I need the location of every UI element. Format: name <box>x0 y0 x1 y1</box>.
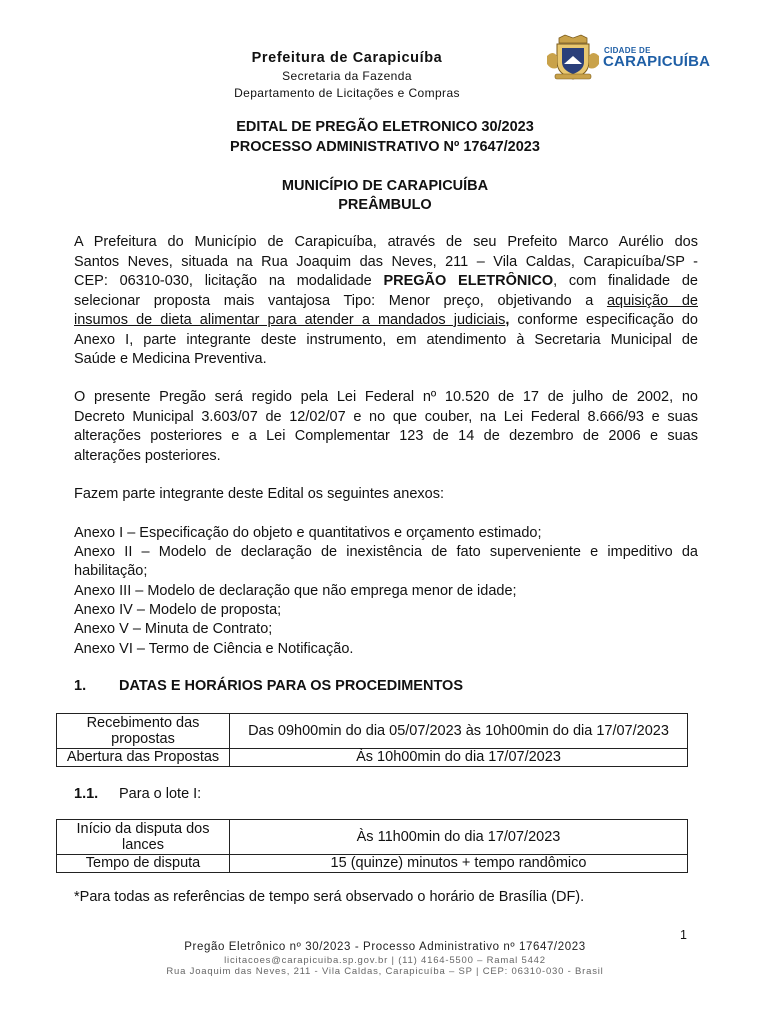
modality-name: PREGÃO ELETRÔNICO <box>383 273 554 289</box>
object-underlined: aquisição de <box>606 292 698 309</box>
table-cell-label: Abertura das Propostas <box>57 749 230 767</box>
table-cell-value: Das 09h00min do dia 05/07/2023 às 10h00min do dia 17/07/2023 <box>230 714 688 749</box>
table-row <box>57 820 688 855</box>
table-cell-label: Recebimento das propostas <box>57 714 230 749</box>
preamble-line: A Prefeitura do Município de Carapicuíba, através de seu Prefeito Marco Aurélio dos <box>74 234 698 250</box>
table-cell-value: 15 (quinze) minutos + tempo randômico <box>230 855 688 873</box>
table-row <box>57 714 688 749</box>
preamble-line: selecionar proposta mais vantajosa Tipo: Menor preço, objetivando a aquisição de <box>74 292 698 309</box>
preamble-heading: PREÂMBULO <box>338 197 432 213</box>
annexes-intro: Fazem parte integrante deste Edital os seguintes anexos: <box>74 486 444 502</box>
preamble-line: Anexo I, parte integrante deste instrumento, em atendimento à Secretaria Municipal de <box>74 331 698 348</box>
preamble-line: Saúde e Medicina Preventiva. <box>74 351 267 367</box>
city-logo <box>545 34 711 82</box>
page-number: 1 <box>680 928 687 942</box>
table-cell-value: Às 11h00min do dia 17/07/2023 <box>230 820 688 855</box>
preamble-line: Santos Neves, situada na Rua Joaquim das Neves, 211 – Vila Caldas, Carapicuíba/SP - <box>74 253 698 270</box>
table-cell-label: Tempo de disputa <box>57 855 230 873</box>
annex-item: Anexo II – Modelo de declaração de inexistência de fato superveniente e impeditivo da <box>74 544 698 560</box>
process-title: PROCESSO ADMINISTRATIVO Nº 17647/2023 <box>230 139 540 155</box>
municipality-title: MUNICÍPIO DE CARAPICUÍBA <box>281 178 489 194</box>
section-1-title: DATAS E HORÁRIOS PARA OS PROCEDIMENTOS <box>119 678 463 694</box>
table-cell-value: Às 10h00min do dia 17/07/2023 <box>230 749 688 767</box>
annex-item-continuation: habilitação; <box>74 563 148 579</box>
edital-title: EDITAL DE PREGÃO ELETRONICO 30/2023 <box>236 119 534 135</box>
table-cell-label: Início da disputa dos lances <box>57 820 230 855</box>
footer-contact: licitacoes@carapicuiba.sp.gov.br | (11) 4164-5500 – Ramal 5442 <box>224 955 546 966</box>
law-paragraph <box>74 388 698 466</box>
logo-text-line-2: CARAPICUÍBA <box>603 53 711 70</box>
annex-item: Anexo III – Modelo de declaração que não emprega menor de idade; <box>74 583 517 599</box>
annex-item: Anexo V – Minuta de Contrato; <box>74 621 273 637</box>
org-name: Prefeitura de Carapicuíba <box>251 50 443 66</box>
law-line: alterações posteriores. <box>74 447 221 464</box>
annex-item: Anexo IV – Modelo de proposta; <box>74 602 282 618</box>
time-reference-note: *Para todas as referências de tempo será observado o horário de Brasília (DF). <box>74 889 585 905</box>
preamble-paragraph <box>74 233 698 370</box>
law-line: alterações posteriores e a Lei Complementar 123 de 14 de dezembro de 2006 e suas <box>74 428 698 444</box>
section-1-1-number: 1.1. <box>74 786 99 802</box>
dispute-table <box>56 819 688 873</box>
table-row <box>57 749 688 767</box>
preamble-line: CEP: 06310-030, licitação na modalidade PREGÃO ELETRÔNICO, com finalidade de <box>74 273 698 289</box>
logo-text-line-1: CIDADE DE <box>604 46 651 55</box>
department-line-1: Secretaria da Fazenda <box>282 69 412 83</box>
annex-item: Anexo VI – Termo de Ciência e Notificação. <box>74 641 354 657</box>
annex-item: Anexo I – Especificação do objeto e quantitativos e orçamento estimado; <box>74 525 542 541</box>
schedule-table <box>56 713 688 767</box>
section-1-number: 1. <box>74 678 87 694</box>
footer-line-1: Pregão Eletrônico nº 30/2023 - Processo Administrativo nº 17647/2023 <box>184 941 586 953</box>
preamble-line: insumos de dieta alimentar para atender a mandados judiciais, conforme especificação do <box>74 312 698 328</box>
department-line-2: Departamento de Licitações e Compras <box>234 86 460 100</box>
table-row <box>57 855 688 873</box>
coat-of-arms-icon <box>545 34 601 82</box>
object-underlined: insumos de dieta alimentar para atender a mandados judiciais <box>74 312 506 328</box>
law-line: O presente Pregão será regido pela Lei Federal nº 10.520 de 17 de julho de 2002, no <box>74 389 698 405</box>
law-line: Decreto Municipal 3.603/07 de 12/02/07 e no que couber, na Lei Federal 8.666/93 e suas <box>74 408 698 425</box>
footer-address: Rua Joaquim das Neves, 211 - Vila Caldas, Carapicuíba – SP | CEP: 06310-030 - Brasil <box>166 966 604 977</box>
section-1-1-title: Para o lote I: <box>119 786 202 802</box>
